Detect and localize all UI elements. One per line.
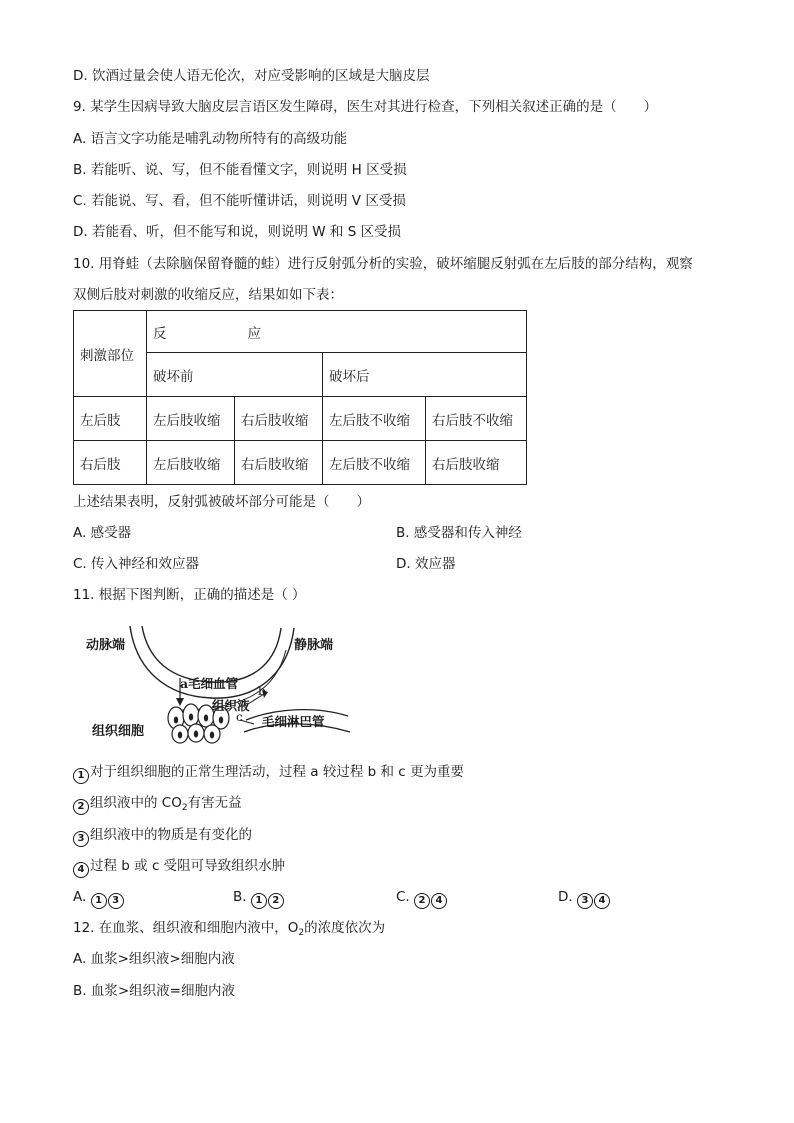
table-cell-site: 左后肢 [74, 397, 147, 441]
q12-stem: 12. 在血浆、组织液和细胞内液中，$O_2$的浓度依次为 [73, 920, 386, 938]
table-cell: 左后肢收缩 [147, 441, 235, 485]
q11-stem: 11. 根据下图判断，正确的描述是（ ） [73, 587, 306, 603]
statement-2-subscript: 2 [181, 803, 188, 813]
circled-number-3: 3 [108, 893, 124, 909]
q12-option-a: A. 血浆>组织液>细胞内液 [73, 951, 235, 967]
q10-option-b: B. 感受器和传入神经 [396, 525, 522, 541]
table-cell: 右后肢收缩 [235, 397, 323, 441]
circled-number-1: 1 [251, 893, 267, 909]
table-header-before: 破坏前 [147, 353, 323, 397]
statement-3-text: 组织液中的物质是有变化的 [90, 827, 252, 843]
circled-number-4: 4 [431, 893, 447, 909]
statement-1-text: 对于组织细胞的正常生理活动，过程 a 较过程 b 和 c 更为重要 [90, 764, 465, 780]
statement-2-post: 有害无益 [187, 795, 242, 811]
circled-number-3: 3 [73, 831, 89, 847]
label-c: c [236, 710, 243, 724]
circled-number-2: 2 [414, 893, 430, 909]
q11-option-c: C. 2 4 [396, 888, 448, 909]
circled-number-1: 1 [73, 768, 89, 784]
reflex-result-table [73, 310, 527, 485]
q10-option-c: C. 传入神经和效应器 [73, 556, 200, 572]
table-cell: 左后肢不收缩 [323, 397, 426, 441]
label-tissue-fluid: 组织液 [212, 698, 250, 713]
table-row [74, 441, 527, 485]
label-artery: 动脉端 [86, 638, 126, 653]
label-b: b [258, 684, 266, 698]
q10-stem-line2: 双侧后肢对刺激的收缩反应，结果如如下表： [73, 287, 343, 303]
circled-number-4: 4 [73, 862, 89, 878]
q9-option-a: A. 语言文字功能是哺乳动物所特有的高级功能 [73, 131, 348, 147]
q9-option-c: C. 若能说、写、看，但不能听懂讲话，则说明 V 区受损 [73, 193, 406, 209]
q9-stem: 9. 某学生因病导致大脑皮层言语区发生障碍，医生对其进行检查，下列相关叙述正确的是（ ） [73, 99, 658, 115]
q10-option-d: D. 效应器 [396, 556, 456, 572]
statement-4-text: 过程 b 或 c 受阻可导致组织水肿 [90, 858, 286, 874]
q11-option-a: A. 1 3 [73, 888, 125, 909]
table-cell: 左后肢收缩 [147, 397, 235, 441]
q10-question: 上述结果表明，反射弧被破坏部分可能是（ ） [73, 494, 370, 510]
circled-number-3: 3 [577, 893, 593, 909]
label-tissue-cell: 组织细胞 [92, 724, 145, 739]
q10-stem-line1: 10. 用脊蛙（去除脑保留脊髓的蛙）进行反射弧分析的实验，破坏缩腿反射弧在左后肢的部分结构，观察 [73, 256, 693, 272]
q12-option-b: B. 血浆>组织液=细胞内液 [73, 983, 235, 999]
table-cell-site: 右后肢 [74, 441, 147, 485]
statement-2 [73, 794, 242, 817]
circled-number-2: 2 [73, 799, 89, 815]
q9-option-b: B. 若能听、说、写，但不能看懂文字，则说明 H 区受损 [73, 162, 407, 178]
q11-option-d: D. 3 4 [558, 888, 611, 909]
label-vein: 静脉端 [294, 638, 334, 653]
table-header-reaction: 反 应 [147, 311, 527, 353]
q8-option-d: D. 饮酒过量会使人语无伦次，对应受影响的区域是大脑皮层 [73, 68, 430, 84]
table-cell: 右后肢收缩 [235, 441, 323, 485]
table-header-after: 破坏后 [323, 353, 527, 397]
circled-number-1: 1 [91, 893, 107, 909]
statement-3 [73, 826, 252, 847]
table-cell: 右后肢不收缩 [426, 397, 527, 441]
q12-subscript: 2 [298, 928, 305, 938]
table-header-stim-site: 刺激部位 [74, 311, 147, 397]
q11-option-b: B. 1 2 [233, 888, 285, 909]
statement-1 [73, 763, 464, 784]
label-lymph: 毛细淋巴管 [262, 714, 325, 729]
table-row [74, 397, 527, 441]
statement-2-pre: 组织液中的 CO [90, 795, 182, 811]
circled-number-2: 2 [268, 893, 284, 909]
circled-number-4: 4 [594, 893, 610, 909]
label-capillary: a毛细血管 [180, 676, 239, 691]
capillary-diagram [76, 620, 356, 748]
q10-option-a: A. 感受器 [73, 525, 132, 541]
statement-4 [73, 857, 285, 878]
table-cell: 右后肢收缩 [426, 441, 527, 485]
table-cell: 左后肢不收缩 [323, 441, 426, 485]
q9-option-d: D. 若能看、听，但不能写和说，则说明 W 和 S 区受损 [73, 224, 402, 240]
